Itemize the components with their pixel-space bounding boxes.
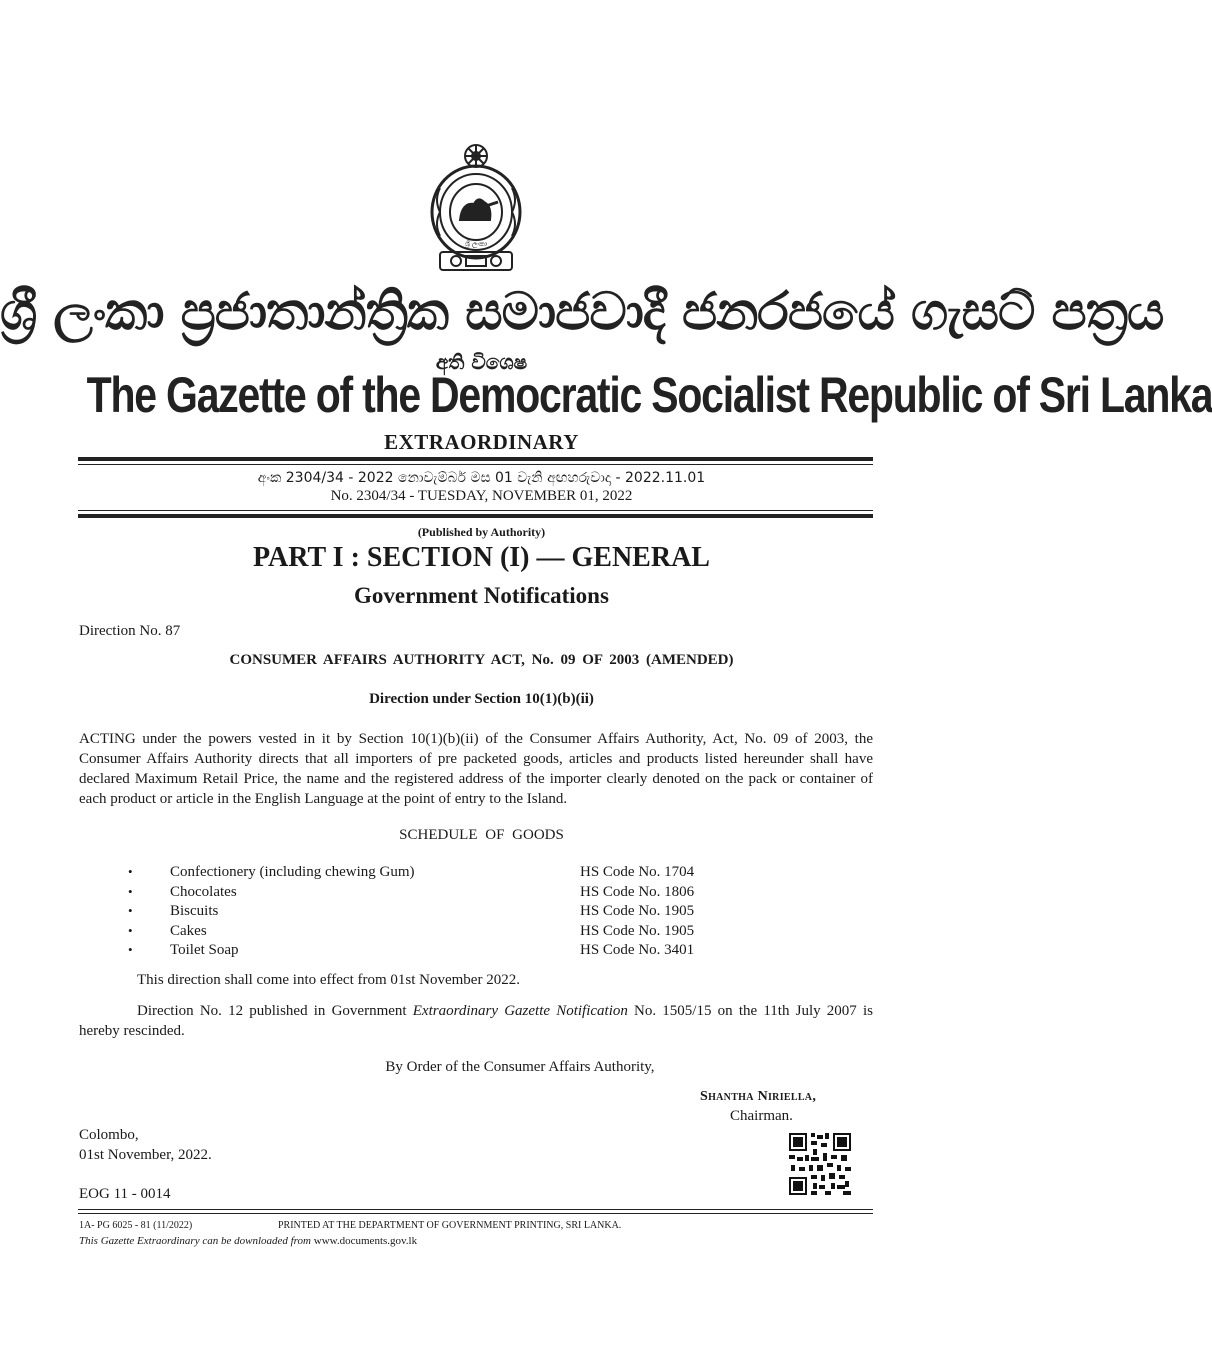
sinhala-extraordinary-label: අති විශෙෂ [435,350,528,374]
hs-code: HS Code No. 1806 [580,883,695,900]
published-by-authority: (Published by Authority) [417,525,546,539]
bullet: • [128,864,133,879]
by-order-line: By Order of the Consumer Affairs Authority, [385,1059,655,1075]
goods-name: Cakes [170,922,207,939]
direction-body: ACTING under the powers vested in it by Section 10(1)(b)(ii) of the Consumer Affairs Authority, Act, No. 09 of 2003, the Consumer Affairs Authority directs that all importers of pre packeted goods, articles and products listed hereunder shall have declared Maximum Retail Price, the name and the registered address of the importer clearly denoted on the pack or container of each product or article in the English Language at the point of entry to the Island. [79,731,873,807]
issue-rule-thin [78,510,873,511]
list-item [0,884,963,904]
goods-name: Chocolates [170,883,237,900]
list-item [0,903,963,923]
list-item [0,864,963,884]
signer-name: Shantha Niriella, [700,1089,817,1104]
reference-number: EOG 11 - 0014 [79,1186,171,1202]
list-item [0,923,963,943]
sri-lanka-emblem-icon [426,140,526,276]
goods-name: Confectionery (including chewing Gum) [170,864,415,880]
issue-line-english: No. 2304/34 - TUESDAY, NOVEMBER 01, 2022 [330,488,633,504]
goods-name: Biscuits [170,903,219,919]
section-title: Direction under Section 10(1)(b)(ii) [369,691,594,707]
download-note-text: This Gazette Extraordinary can be downloaded from [79,1235,314,1247]
print-code: 1A- PG 6025 - 81 (11/2022) [79,1220,193,1231]
footer-rule-2 [78,1213,873,1214]
masthead-rule-top [78,457,873,461]
printer-line: PRINTED AT THE DEPARTMENT OF GOVERNMENT PRINTING, SRI LANKA. [278,1220,622,1231]
svg-text:ශ්‍රී ලංකා: ශ්‍රී ලංකා [464,240,488,248]
hs-code: HS Code No. 1905 [580,903,695,919]
goods-name: Toilet Soap [170,942,239,958]
hs-code: HS Code No. 1704 [580,864,695,880]
bullet: • [128,942,133,957]
issue-rule-thick [78,514,873,518]
gazette-title: The Gazette of the Democratic Socialist Republic of Sri Lanka [86,367,1212,423]
list-item [0,942,963,962]
bullet: • [128,883,133,899]
footer-rule-1 [78,1209,873,1210]
rescind-paragraph [79,1001,873,1041]
issue-line-sinhala: අංක 2304/34 - 2022 නොවැම්බර් මස 01 වැනි අඟහරුවාදා - 2022.11.01 [257,470,706,486]
qr-code-icon [789,1133,851,1195]
effective-date-line: This direction shall come into effect from 01st November 2022. [137,972,520,988]
signer-title: Chairman. [730,1108,793,1124]
act-title: CONSUMER AFFAIRS AUTHORITY ACT, No. 09 OF 2003 (AMENDED) [229,652,734,668]
rescind-text-suffix: No. 1505/15 on the 11th July 2007 is hereby rescinded. [79,1003,873,1039]
hs-code: HS Code No. 1905 [580,922,695,939]
signing-date: 01st November, 2022. [79,1147,212,1163]
bullet: • [128,922,133,938]
sinhala-gazette-title: ශ්‍රී ලංකා ප්‍රජාතාන්ත්‍රික සමාජවාදී ජනරජයේ ගැසට් පත්‍රය [0,282,1164,342]
bullet: • [128,903,133,918]
part-section-title: PART I : SECTION (I) — GENERAL [253,542,710,573]
extraordinary-label: EXTRAORDINARY [384,430,579,454]
download-link[interactable]: www.documents.gov.lk [313,1235,418,1247]
rescind-text-italic: Extraordinary Gazette Notification [412,1003,628,1019]
rescind-text-prefix: Direction No. 12 published in Government [137,1003,413,1019]
download-note [79,1235,417,1247]
schedule-title: SCHEDULE OF GOODS [399,827,564,843]
direction-number: Direction No. 87 [79,623,181,639]
goods-list [0,864,963,962]
hs-code: HS Code No. 3401 [580,942,695,958]
place: Colombo, [79,1127,139,1143]
masthead-rule-top-thin [78,464,873,465]
notifications-title: Government Notifications [354,583,609,608]
